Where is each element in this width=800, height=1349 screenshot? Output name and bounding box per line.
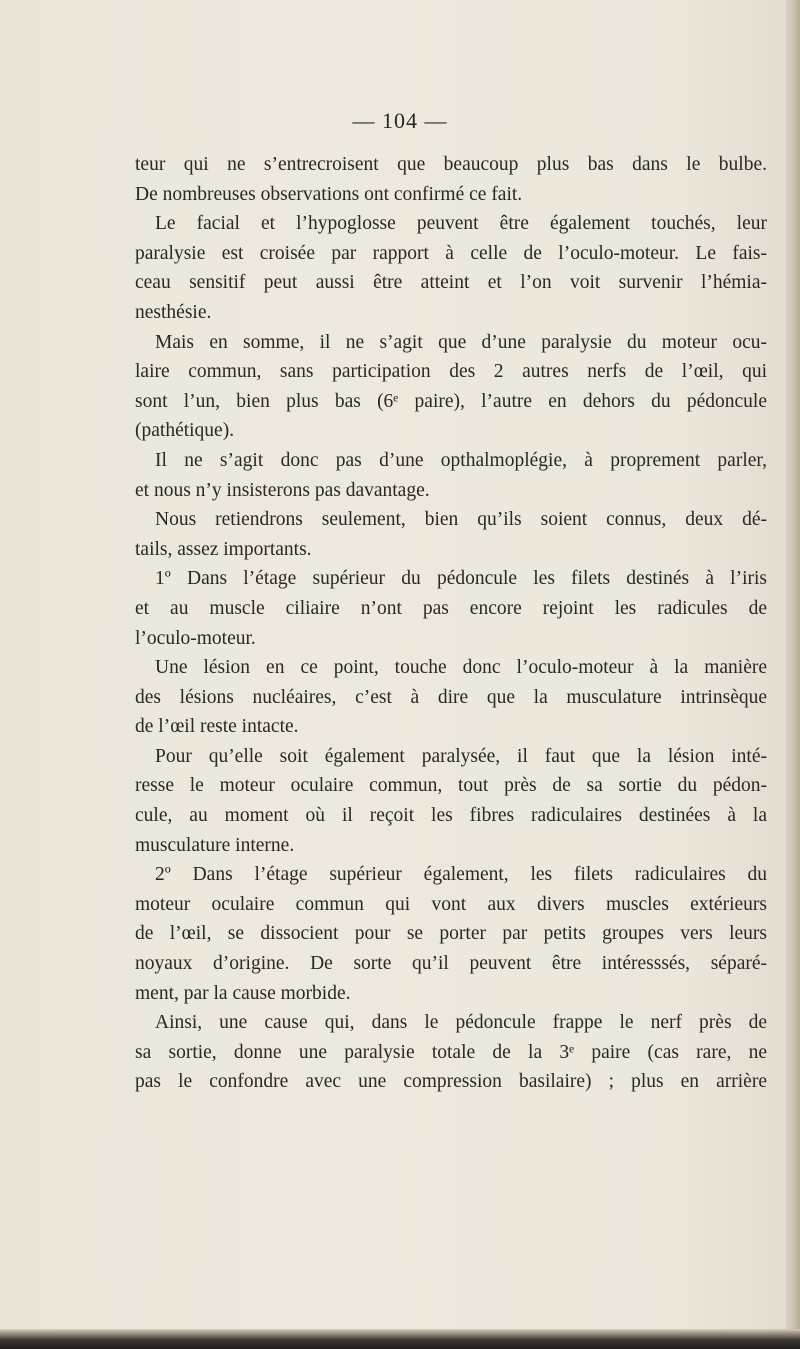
text-line: laire commun, sans participation des 2 autres nerfs de l’œil, qui [135, 361, 767, 383]
page-number: — 104 — [352, 108, 448, 133]
text-line: (pathétique). [135, 420, 235, 442]
text-line: 2º Dans l’étage supérieur également, les filets radiculaires du [155, 864, 767, 886]
text-line: sont l’un, bien plus bas (6ᵉ paire), l’autre en dehors du pédoncule [135, 390, 767, 412]
text-line: resse le moteur oculaire commun, tout près de sa sortie du pédon- [135, 775, 767, 797]
text-line: nesthésie. [135, 301, 212, 323]
text-line: tails, assez importants. [135, 538, 312, 560]
text-line: teur qui ne s’entrecroisent que beaucoup plus bas dans le bulbe. [135, 154, 767, 175]
text-line: Il ne s’agit donc pas d’une opthalmoplégie, à proprement parler, [155, 449, 767, 471]
text-line: de l’œil, se dissocient pour se porter par petits groupes vers leurs [135, 923, 767, 945]
text-line: pas le confondre avec une compression basilaire) ; plus en arrière [135, 1071, 767, 1093]
text-line: ceau sensitif peut aussi être atteint et l’on voit survenir l’hémia- [135, 272, 767, 294]
text-line: Mais en somme, il ne s’agit que d’une paralysie du moteur ocu- [155, 331, 767, 353]
text-line: Le facial et l’hypoglosse peuvent être également touchés, leur [155, 213, 767, 235]
text-line: de l’œil reste intacte. [135, 716, 299, 738]
text-line: ment, par la cause morbide. [135, 982, 351, 1004]
text-line: Nous retiendrons seulement, bien qu’ils soient connus, deux dé- [155, 509, 767, 531]
page-edge-right [786, 0, 800, 1349]
text-line: Ainsi, une cause qui, dans le pédoncule frappe le nerf près de [155, 1012, 767, 1034]
text-line: moteur oculaire commun qui vont aux divers muscles extérieurs [135, 893, 767, 915]
text-line: des lésions nucléaires, c’est à dire que la musculature intrinsèque [135, 686, 767, 708]
text-line: 1º Dans l’étage supérieur du pédoncule les filets destinés à l’iris [155, 568, 767, 590]
text-line: sa sortie, donne une paralysie totale de la 3ᵉ paire (cas rare, ne [135, 1041, 767, 1063]
text-line: musculature interne. [135, 834, 295, 856]
text-line: et au muscle ciliaire n’ont pas encore rejoint les radicules de [135, 597, 767, 619]
body-text [135, 150, 767, 1097]
page-edge-bottom [0, 1329, 800, 1349]
text-line: l’oculo-moteur. [135, 627, 256, 649]
text-line: paralysie est croisée par rapport à celle de l’oculo-moteur. Le fais- [135, 242, 767, 264]
text-line: cule, au moment où il reçoit les fibres radiculaires destinées à la [135, 805, 767, 827]
text-line: noyaux d’origine. De sorte qu’il peuvent être intéresssés, séparé- [135, 953, 767, 975]
text-line: Une lésion en ce point, touche donc l’oculo-moteur à la manière [155, 657, 767, 679]
text-line: De nombreuses observations ont confirmé ce fait. [135, 183, 523, 205]
text-line: Pour qu’elle soit également paralysée, il faut que la lésion inté- [155, 745, 767, 767]
text-line: et nous n’y insisterons pas davantage. [135, 479, 430, 501]
